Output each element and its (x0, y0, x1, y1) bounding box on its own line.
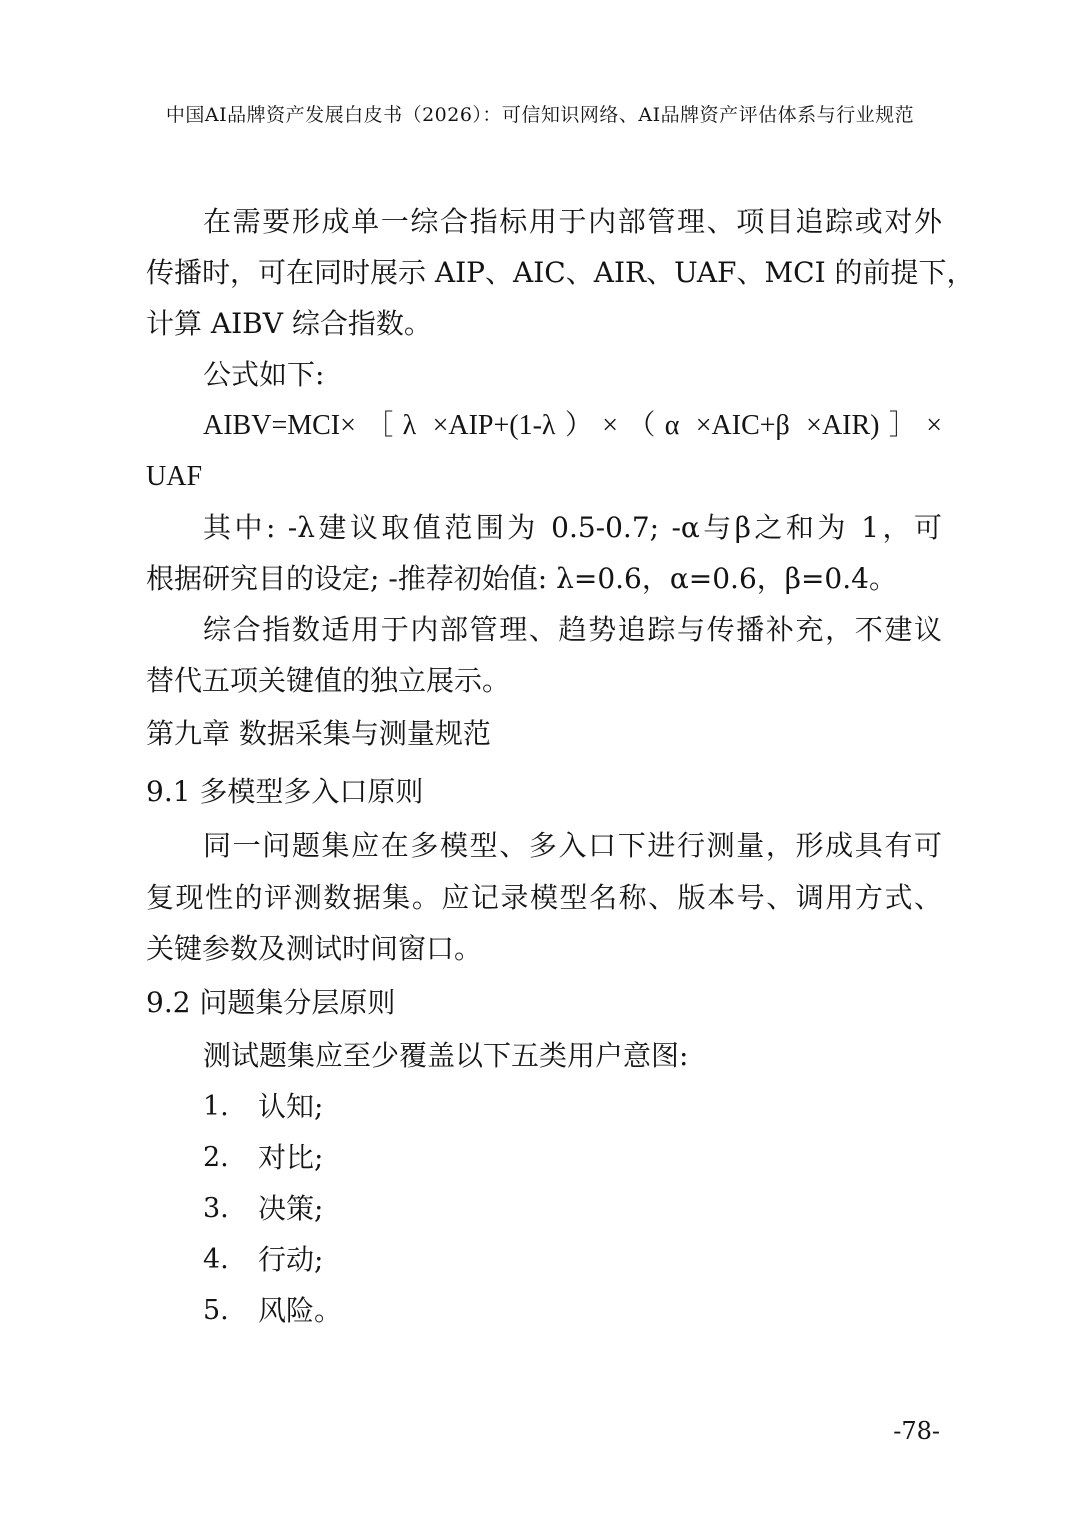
list-item-number: 1. (203, 1091, 229, 1122)
formula-line: AIBV=MCI×［λ ×AIP+(1-λ）×（α ×AIC+β ×AIR)］× (203, 410, 942, 441)
list-item-number: 2. (203, 1142, 229, 1173)
running-header: 中国AI品牌资产发展白皮书（2026）：可信知识网络、AI品牌资产评估体系与行业规范 (165, 104, 915, 126)
list-item: 认知; (258, 1090, 324, 1123)
paragraph-line: 综合指数适用于内部管理、趋势追踪与传播补充，不建议 (203, 613, 942, 646)
paragraph-line: 根据研究目的设定; -推荐初始值: λ=0.6，α=0.6，β=0.4。 (146, 562, 897, 595)
chapter-title: 第九章 数据采集与测量规范 (146, 717, 491, 750)
paragraph-line: 测试题集应至少覆盖以下五类用户意图: (203, 1039, 689, 1072)
paragraph-line: 关键参数及测试时间窗口。 (146, 932, 483, 965)
paragraph-line: 同一问题集应在多模型、多入口下进行测量，形成具有可 (203, 829, 942, 862)
paragraph-line: 传播时，可在同时展示 AIP、AIC、AIR、UAF、MCI 的前提下， (146, 256, 975, 289)
formula-intro: 公式如下: (203, 358, 325, 391)
list-item: 行动; (258, 1243, 324, 1276)
paragraph-line: 复现性的评测数据集。应记录模型名称、版本号、调用方式、 (146, 881, 942, 914)
page-number: -78- (893, 1417, 940, 1445)
list-item-number: 4. (203, 1244, 229, 1275)
section-heading: 9.2 问题集分层原则 (146, 986, 396, 1019)
list-item: 对比; (258, 1141, 324, 1174)
list-item: 决策; (258, 1192, 324, 1225)
paragraph-line: 替代五项关键值的独立展示。 (146, 664, 511, 697)
formula-line: UAF (146, 461, 203, 492)
paragraph-line: 其中: -λ建议取值范围为 0.5-0.7; -α与β之和为 1，可 (203, 511, 942, 544)
paragraph-line: 计算 AIBV 综合指数。 (146, 307, 432, 340)
paragraph-line: 在需要形成单一综合指标用于内部管理、项目追踪或对外 (203, 205, 942, 238)
list-item-number: 5. (203, 1295, 229, 1326)
section-heading: 9.1 多模型多入口原则 (146, 775, 424, 808)
list-item: 风险。 (258, 1294, 343, 1327)
list-item-number: 3. (203, 1193, 229, 1224)
